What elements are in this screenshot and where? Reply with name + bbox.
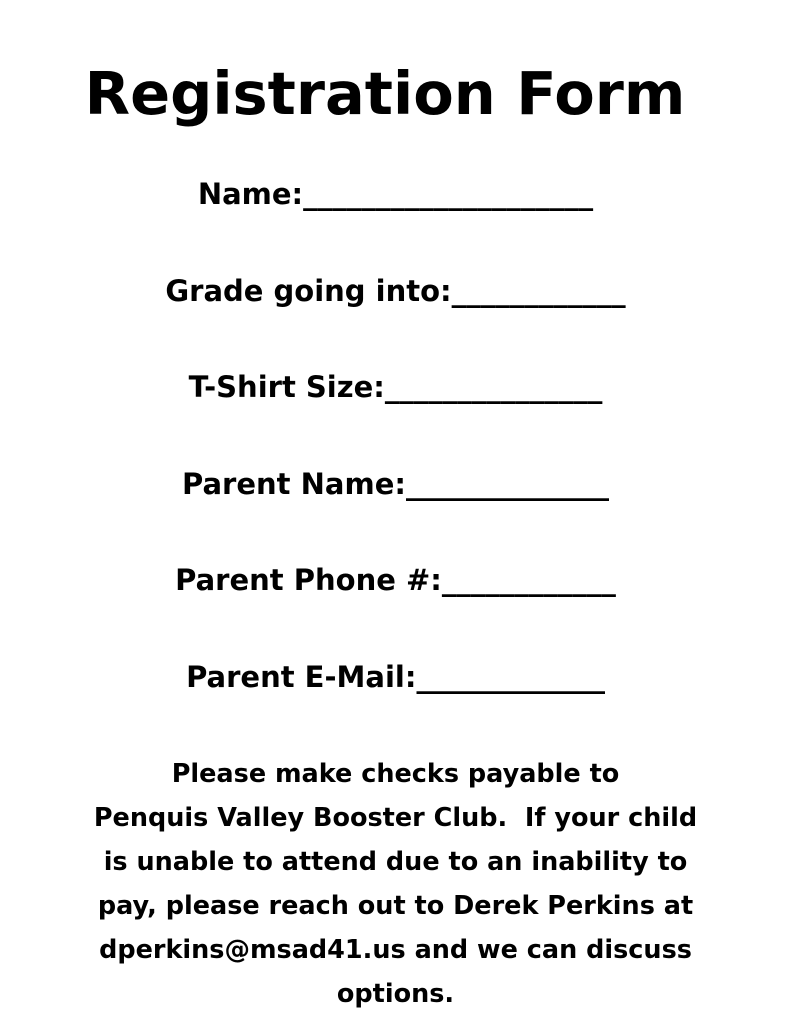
payment-note [70,752,721,1016]
parent-name-label: Parent Name: [182,467,406,501]
grade-label: Grade going into: [165,274,452,308]
grade-field [0,271,791,311]
page-title: Registration Form [84,59,686,128]
tshirt-size-field [0,367,791,407]
tshirt-size-label: T-Shirt Size: [188,370,385,404]
parent-email-blank-line: _____________ [416,660,605,694]
name-blank-line: ____________________ [303,177,594,211]
note-line: dperkins@msad41.us and we can discuss [99,935,692,965]
note-line: Please make checks payable to [171,759,620,789]
parent-phone-blank-line: ____________ [441,563,616,597]
parent-phone-field [0,560,791,600]
parent-email-field [0,657,791,697]
name-field [0,174,791,214]
note-line: is unable to attend due to an inability to [103,847,688,877]
note-line: Penquis Valley Booster Club. If your child [93,803,698,833]
note-line: pay, please reach out to Derek Perkins at [97,891,694,921]
parent-email-label: Parent E-Mail: [186,660,417,694]
parent-name-blank-line: ______________ [405,467,609,501]
note-line: options. [336,979,455,1009]
parent-name-field [0,464,791,504]
name-label: Name: [197,177,304,211]
parent-phone-label: Parent Phone #: [175,563,442,597]
tshirt-size-blank-line: _______________ [384,370,603,404]
grade-blank-line: ____________ [451,274,626,308]
